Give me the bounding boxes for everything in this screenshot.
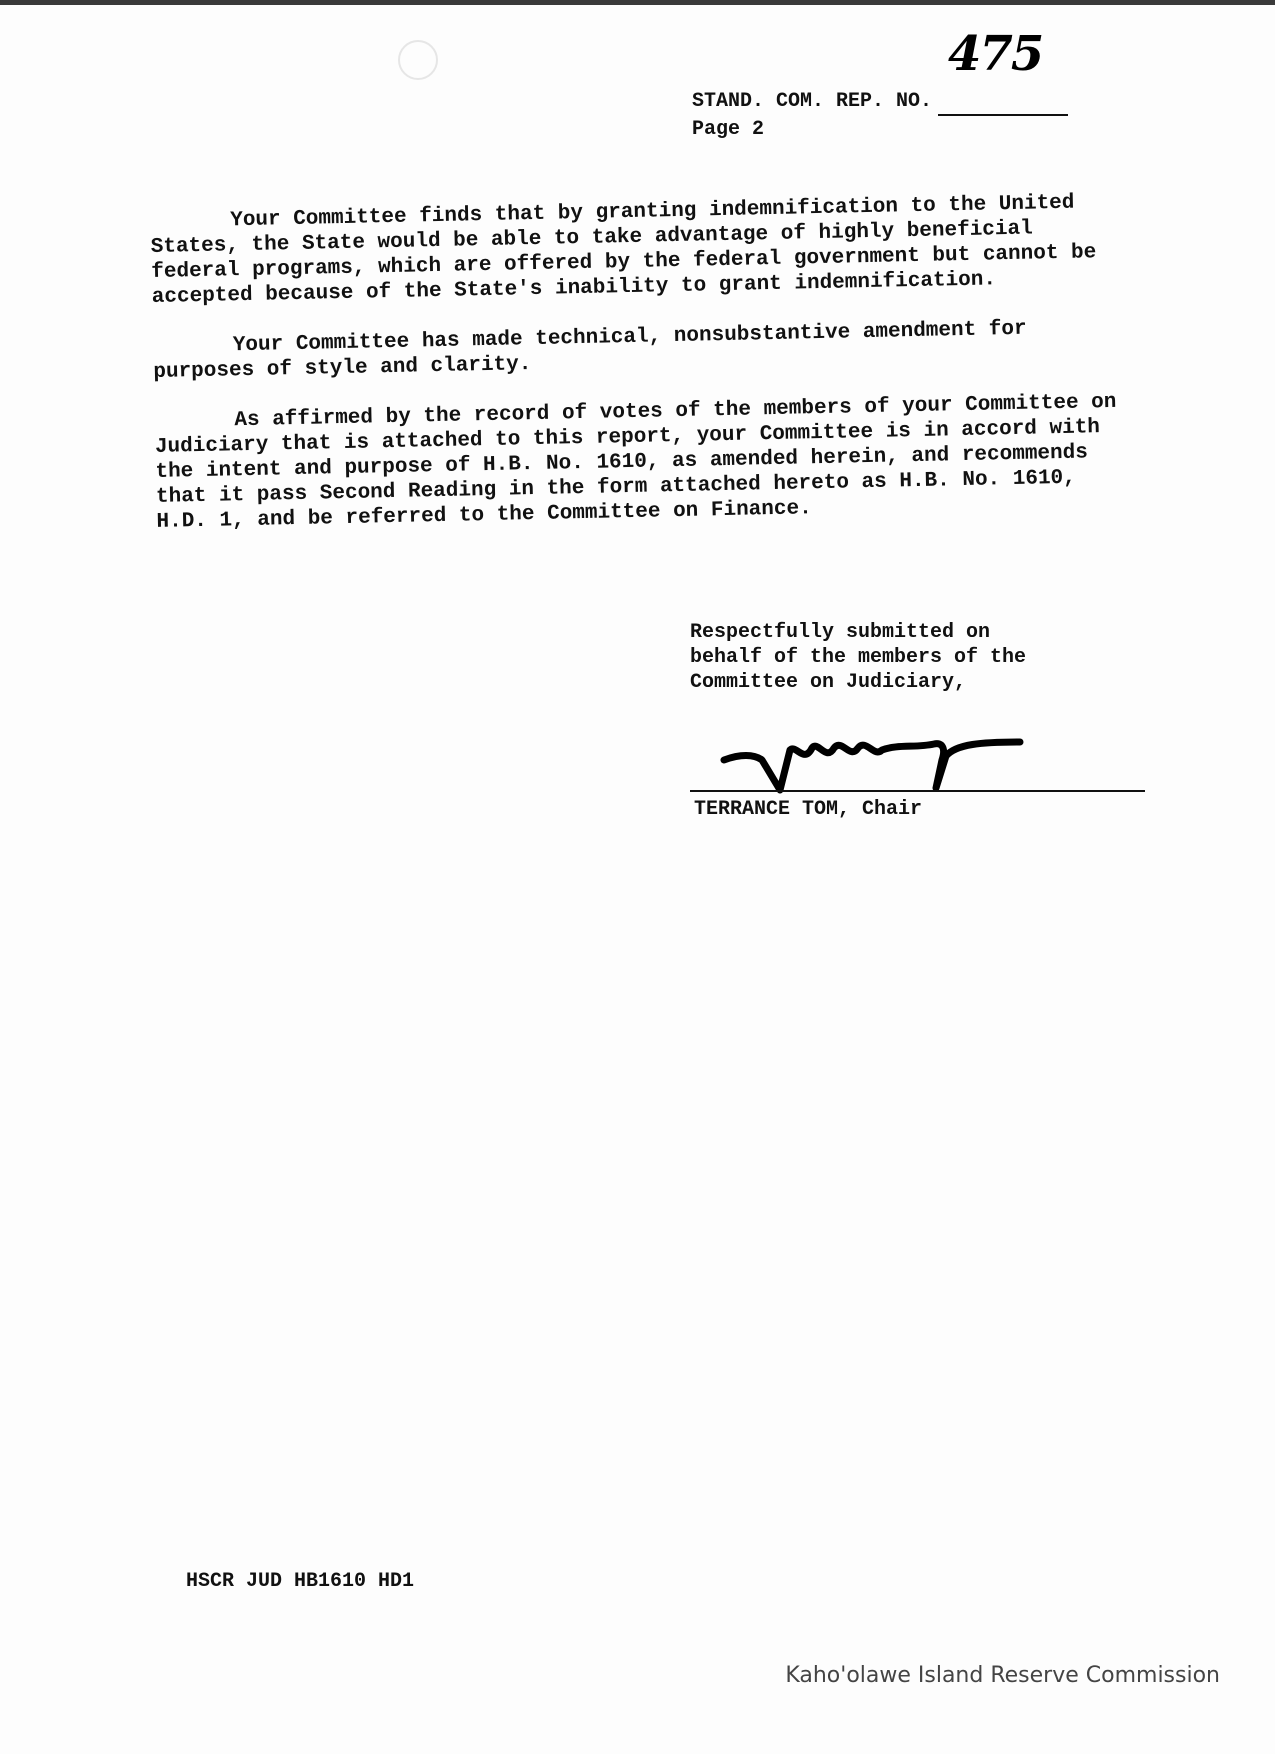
handwritten-signature bbox=[720, 730, 1040, 794]
report-number-handwritten: 475 bbox=[948, 26, 1043, 82]
signature-block bbox=[690, 730, 1145, 820]
report-header bbox=[692, 26, 1068, 144]
document-code: HSCR JUD HB1610 HD1 bbox=[186, 1570, 415, 1593]
signature-line bbox=[690, 790, 1145, 792]
report-body bbox=[150, 189, 1137, 559]
findings-paragraph: Your Committee finds that by granting indemnification to the United States, the State would be able to take advantage of highly beneficial federal programs, which are offered by the federal government but cannot be accepted because of the State's inability to grant indemnification. bbox=[150, 191, 1097, 309]
closing-line-1: Respectfully submitted on bbox=[690, 621, 991, 644]
closing-line-3: Committee on Judiciary, bbox=[690, 671, 967, 694]
report-number-line bbox=[692, 26, 1068, 116]
recommendation-paragraph: As affirmed by the record of votes of the members of your Committee on Judiciary that is attached to this report, your Committee is in accord with the intent and purpose of H.B. No. 1610, as amended herein, and recommends that it pass Second Reading in the form attached hereto as H.B. No. 1610, H.D. 1, and be referred to the Committee on Finance. bbox=[154, 390, 1117, 534]
signer-name: TERRANCE TOM, Chair bbox=[694, 798, 923, 821]
punch-hole-mark bbox=[398, 40, 438, 80]
report-number-blank bbox=[938, 26, 1068, 116]
scan-top-edge bbox=[0, 0, 1275, 5]
report-label: STAND. COM. REP. NO. bbox=[692, 90, 933, 113]
closing-block bbox=[690, 620, 1026, 695]
closing-line-2: behalf of the members of the bbox=[690, 646, 1027, 669]
amendment-paragraph: Your Committee has made technical, nonsubstantive amendment for purposes of style and clarity. bbox=[153, 317, 1027, 384]
archive-watermark: Kaho'olawe Island Reserve Commission bbox=[785, 1663, 1220, 1688]
page-label: Page 2 bbox=[692, 118, 765, 141]
